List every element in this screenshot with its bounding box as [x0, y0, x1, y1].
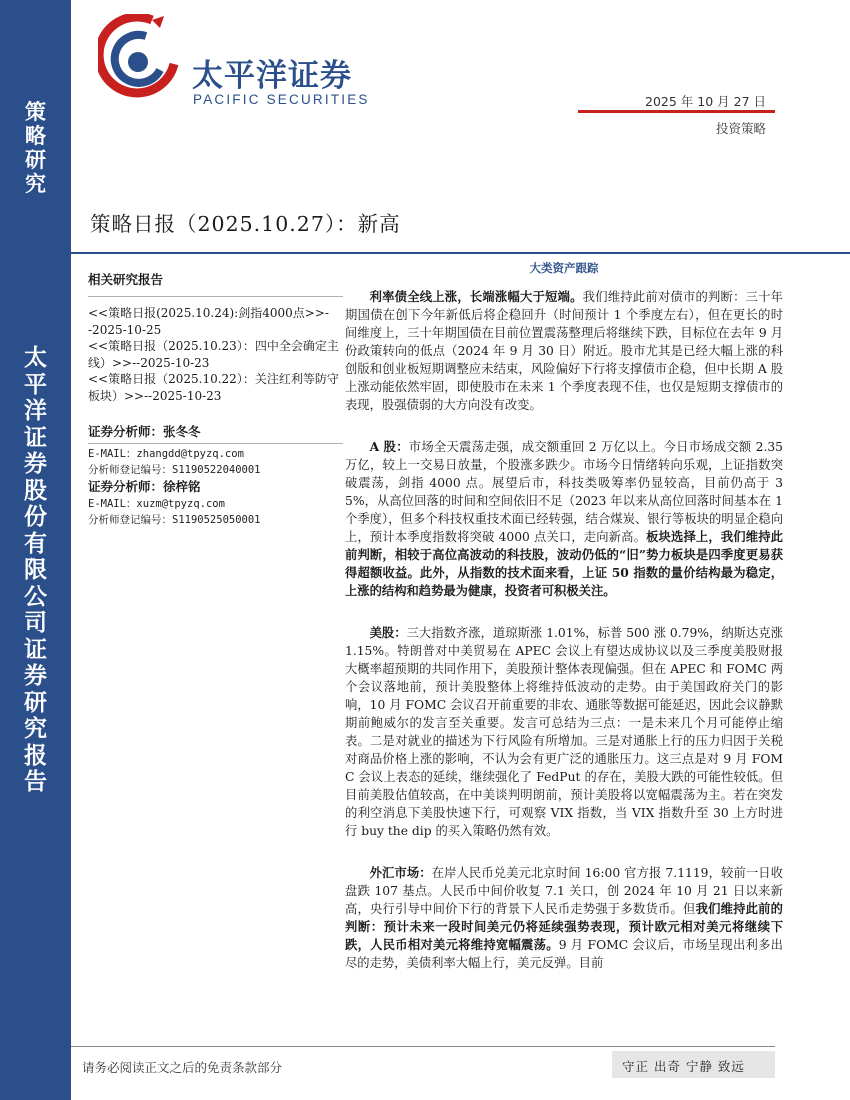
band-glyph: 究 [25, 171, 46, 196]
related-reports-heading: 相关研究报告 [88, 272, 164, 287]
sidebar [88, 270, 348, 528]
band-glyph: 证 [24, 423, 47, 451]
date-underline [578, 110, 775, 113]
band-glyph: 限 [24, 556, 47, 583]
band-glyph: 券 [24, 662, 47, 689]
footer-divider [71, 1046, 775, 1047]
paragraph-lead: A 股： [369, 439, 409, 454]
report-date: 2025 年 10 月 27 日 [645, 94, 766, 109]
band-glyph: 研 [24, 688, 47, 716]
band-glyph: 有 [24, 529, 47, 557]
paragraph-body: 我们维持此前对债市的判断：三十年期国债在创下今年新低后将企稳回升（时间预计 1 个季度左右），但在更长的时间维度上，三十年期国债在目前位置震荡整理后将继续下跌，目标位在去年 9 月份政策转向的低点（2024 年 9 月 30 日）附近。股市尤其是已经大幅上涨的科创版和创业板短期调整应未结束，风险偏好下行将支撑债市企稳，但中长期 A 股上涨动能依然牢固，即使股市在未来 1 个季度表现不佳，也仅是短期支撑债市的表现，股强债弱的大方向没有改变。 [345, 290, 783, 412]
paragraph-a-shares [345, 438, 783, 600]
paragraph-us-stocks [345, 624, 783, 840]
related-report-link[interactable]: <<策略日报(2025.10.24):剑指4000点>>--2025-10-25 [88, 306, 329, 337]
paragraph-bold: 板块选择上，我们维持此前判断，相较于高位高波动的科技股，波动仍低的“旧”势力板块是四季度更易获得超额收益。此外，从指数的技术面来看，上证 50 指数的量价结构最为稳定，上涨的结构和趋势最为健康，投资者可积极关注。 [345, 529, 783, 598]
paragraph-lead: 利率债全线上涨，长端涨幅大于短端。 [369, 289, 583, 304]
band-glyph: 究 [24, 715, 47, 742]
paragraph-bold: 我们维持此前的判断：预计未来一段时间美元仍将延续强势表现，预计欧元相对美元将继续下跌，人民币相对美元将维持宽幅震荡。 [345, 901, 783, 952]
sidebar-divider [88, 296, 343, 297]
page-title: 策略日报（2025.10.27）：新高 [90, 212, 401, 236]
band-glyph: 公 [24, 582, 47, 610]
paragraph-lead: 美股： [369, 625, 407, 640]
brand-name-cn: 太平洋证券 [192, 58, 352, 94]
paragraph-lead: 外汇市场： [369, 865, 432, 880]
analyst-registration: 分析师登记编号：S1190522040001 [88, 464, 261, 476]
footer-motto: 守正 出奇 宁静 致远 [622, 1059, 745, 1074]
footer-disclaimer: 请务必阅读正文之后的免责条款部分 [82, 1060, 283, 1075]
analyst-title: 证券分析师：张冬冬 [88, 424, 201, 439]
band-glyph: 洋 [24, 397, 47, 424]
band-label-company [0, 345, 71, 796]
paragraph-body: 在岸人民币兑美元北京时间 16:00 官方报 7.1119，较前一日收盘跌 107 基点。人民币中间价收复 7.1 关口，创 2024 年 10 月 21 日以来新高，央行引导中间价下行的背景下人民币走势强于多数货币。但 [345, 866, 783, 916]
band-glyph: 报 [24, 741, 47, 769]
sidebar-divider [88, 443, 343, 444]
band-glyph: 份 [24, 503, 47, 530]
analyst-email[interactable]: E-MAIL：xuzm@tpyzq.com [88, 498, 225, 510]
left-band [0, 0, 71, 1100]
report-category: 投资策略 [715, 121, 766, 136]
paragraph-body: 三大指数齐涨，道琼斯涨 1.01%，标普 500 涨 0.79%，纳斯达克涨 1.15%。特朗普对中美贸易在 APEC 会议上有望达成协议以及三季度美股财报大概率超预期的共同作用下，美股预计整体表现偏强。但在 APEC 和 FOMC 两个会议落地前，预计美股整体上将维持低波动的走势。由于美国政府关门的影响，10 月 FOMC 会议召开前重要的非农、通胀等数据可能延迟，因此会议静默期前鲍威尔的发言至关重要。发言可总结为三点：一是未来几个月可能停止缩表。二是对就业的描述为下行风险有所增加。三是对通胀上行的压力归因于关税对商品价格上涨的影响，不认为会有更广泛的通胀压力。这三点是对 9 月 FOMC 会议上表态的延续，继续强化了 FedPut 的存在，美股大跌的可能性较低。但目前美股估值较高，在中美谈判明朗前，预计美股将以宽幅震荡为主。若在突发的利空消息下美股快速下行，可观察 VIX 指数，当 VIX 指数升至 30 上方时进行 buy the dip 的买入策略仍然有效。 [345, 626, 783, 838]
brand-name-en: PACIFIC SECURITIES [193, 92, 370, 107]
section-heading: 大类资产跟踪 [529, 261, 599, 275]
band-glyph: 太 [24, 344, 47, 371]
related-report-link[interactable]: <<策略日报（2025.10.22）：关注红利等防守板块）>>--2025-10-23 [88, 372, 339, 403]
band-glyph: 股 [24, 476, 47, 504]
band-glyph: 证 [24, 635, 47, 663]
title-divider [71, 252, 850, 254]
pacific-securities-logo-icon [98, 14, 180, 104]
band-glyph: 研 [25, 147, 46, 172]
band-glyph: 券 [24, 450, 47, 477]
main-content [345, 258, 783, 996]
analyst-registration: 分析师登记编号：S1190525050001 [88, 514, 261, 526]
paragraph-forex [345, 864, 783, 972]
band-glyph: 略 [25, 123, 46, 148]
related-report-link[interactable]: <<策略日报（2025.10.23）：四中全会确定主线）>>--2025-10-23 [88, 339, 339, 370]
band-glyph: 策 [25, 99, 46, 124]
band-glyph: 司 [24, 609, 47, 636]
analyst-title: 证券分析师：徐梓铭 [88, 479, 201, 494]
paragraph-bonds [345, 288, 783, 414]
band-glyph: 平 [24, 370, 47, 398]
paragraph-body: 市场全天震荡走强，成交额重回 2 万亿以上。今日市场成交额 2.35 万亿，较上一交易日放量，个股涨多跌少。市场今日情绪转向乐观，上证指数突破震荡，剑指 4000 点。展望后市，科技类吸筹率仍显较高，目前仍高于 35%，从高位回落的时间和空间依旧不足（2023 年以来从高位回落时间基本在 1 个季度），但多个科技权重技术面已经转强，结合煤炭、银行等板块的明显企稳向上，预计本季度指数将突破 4000 点关口，走向新高。 [345, 440, 783, 544]
paragraph-tail: 9 月 FOMC 会议后，市场呈现出利多出尽的走势，美债利率大幅上行，美元反弹。目前 [345, 938, 783, 970]
analyst-email[interactable]: E-MAIL：zhangdd@tpyzq.com [88, 448, 244, 460]
band-glyph: 告 [24, 768, 47, 795]
band-label-strategy-research [0, 100, 71, 196]
